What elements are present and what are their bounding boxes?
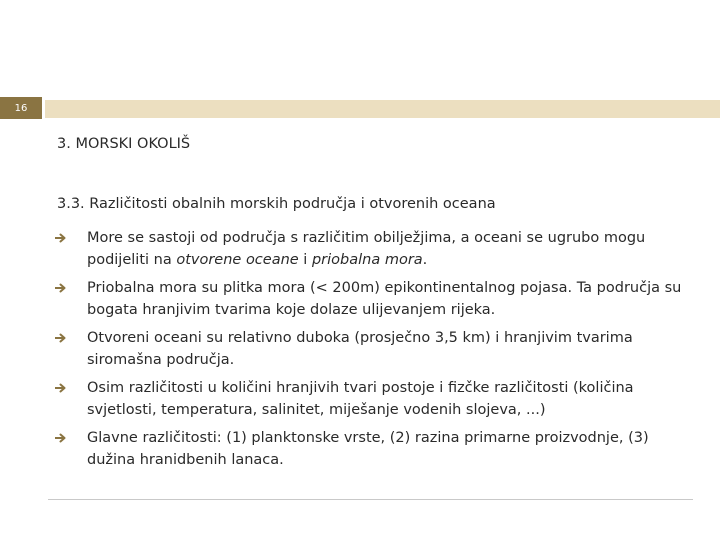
- arrow-right-icon: [55, 233, 67, 243]
- arrow-right-icon: [55, 383, 67, 393]
- bullet-item: [55, 427, 695, 471]
- footer-divider: [48, 499, 693, 500]
- bullet-item: [55, 227, 695, 271]
- page-number-badge: 16: [0, 97, 42, 119]
- arrow-right-icon: [55, 333, 67, 343]
- bullet-item: [55, 277, 695, 321]
- bullet-item: [55, 327, 695, 371]
- arrow-right-icon: [55, 283, 67, 293]
- emphasis-coastal-seas: priobalna mora: [311, 252, 423, 268]
- bullet-text: Glavne različitosti: (1) planktonske vrste, (2) razina primarne proizvodnje, (3) dužina hranidbenih lanaca.: [87, 430, 649, 468]
- bullet-text: Priobalna mora su plitka mora (< 200m) epikontinentalnog pojasa. Ta područja su bogata hranjivim tvarima koje dolaze ulijevanjem rijeka.: [87, 280, 682, 318]
- bullet-text: Osim različitosti u količini hranjivih tvari postoje i fizčke različitosti (količina svjetlosti, temperatura, salinitet, miješanje vodenih slojeva, ...): [87, 380, 634, 418]
- bullet-text: Otvoreni oceani su relativno duboka (prosječno 3,5 km) i hranjivim tvarima siromašna područja.: [87, 330, 633, 368]
- bullet-text: More se sastoji od područja s različitim obilježjima, a oceani se ugrubo mogu podijeliti na otvorene oceane i priobalna mora.: [87, 230, 646, 268]
- emphasis-open-oceans: otvorene oceane: [176, 252, 299, 268]
- section-title: 3. MORSKI OKOLIŠ: [57, 136, 191, 152]
- arrow-right-icon: [55, 433, 67, 443]
- header-bar: [45, 100, 720, 118]
- bullet-list: [55, 227, 695, 471]
- subsection-title: 3.3. Različitosti obalnih morskih područja i otvorenih oceana: [57, 196, 496, 212]
- bullet-item: [55, 377, 695, 421]
